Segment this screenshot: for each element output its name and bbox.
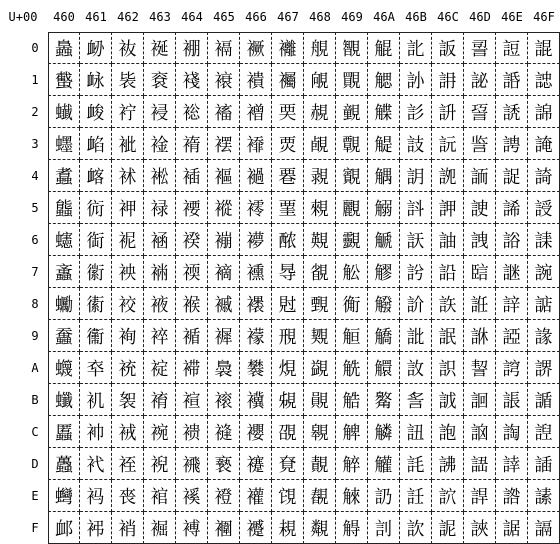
glyph-cell: 䚆 [304, 224, 336, 256]
glyph-cell: 䙢 [240, 96, 272, 128]
glyph-cell: 䙆 [176, 224, 208, 256]
row-header: E [31, 489, 39, 503]
glyph-cell: 䚹 [400, 320, 432, 352]
glyph-cell: 䘤 [112, 160, 144, 192]
glyph-cell: 䘨 [112, 288, 144, 320]
glyph-cell: 䛛 [464, 384, 496, 416]
glyph-cell: 䘼 [144, 416, 176, 448]
glyph-cell: 䛹 [528, 320, 560, 352]
glyph-cell: 䙕 [208, 192, 240, 224]
glyph-cell: 䛀 [432, 32, 464, 64]
glyph-cell: 䚡 [368, 64, 400, 96]
glyph-cell: 䘮 [112, 480, 144, 512]
glyph-cell: 䚄 [304, 160, 336, 192]
glyph-cell: 䘈 [48, 288, 80, 320]
glyph-cell: 䙥 [240, 192, 272, 224]
glyph-cell: 䛔 [464, 160, 496, 192]
glyph-cell: 䚍 [304, 448, 336, 480]
glyph-cell: 䚭 [368, 448, 400, 480]
glyph-cell: 䘿 [144, 512, 176, 544]
glyph-cell: 䚧 [368, 256, 400, 288]
glyph-cell: 䚁 [304, 64, 336, 96]
column-header: 463 [149, 10, 171, 24]
glyph-cell: 䚅 [304, 192, 336, 224]
glyph-cell: 䚦 [368, 224, 400, 256]
column-header: 46B [405, 10, 427, 24]
glyph-cell: 䛴 [528, 160, 560, 192]
row-header: C [31, 425, 39, 439]
glyph-cell: 䘰 [144, 32, 176, 64]
glyph-cell: 䛵 [528, 192, 560, 224]
glyph-cell: 䚣 [368, 128, 400, 160]
glyph-cell: 䘓 [80, 128, 112, 160]
glyph-cell: 䛟 [464, 512, 496, 544]
glyph-cell: 䛨 [496, 288, 528, 320]
glyph-cell: 䛭 [496, 448, 528, 480]
glyph-cell: 䘲 [144, 96, 176, 128]
glyph-cell: 䙵 [272, 192, 304, 224]
glyph-cell: 䚤 [368, 160, 400, 192]
glyph-cell: 䙦 [240, 224, 272, 256]
column-header: 464 [181, 10, 203, 24]
column-header: 46F [533, 10, 555, 24]
glyph-cell: 䘦 [112, 224, 144, 256]
glyph-cell: 䚖 [336, 224, 368, 256]
glyph-cell: 䘭 [112, 448, 144, 480]
glyph-cell: 䛕 [464, 192, 496, 224]
glyph-cell: 䘻 [144, 384, 176, 416]
glyph-cell: 䘴 [144, 160, 176, 192]
glyph-cell: 䙅 [176, 192, 208, 224]
glyph-cell: 䛞 [464, 480, 496, 512]
glyph-cell: 䚾 [400, 480, 432, 512]
glyph-cell: 䚌 [304, 416, 336, 448]
glyph-cell: 䚽 [400, 448, 432, 480]
glyph-cell: 䛙 [464, 320, 496, 352]
glyph-cell: 䘞 [80, 480, 112, 512]
glyph-cell: 䚥 [368, 192, 400, 224]
glyph-cell: 䙪 [240, 352, 272, 384]
glyph-cell: 䛘 [464, 288, 496, 320]
glyph-cell: 䘯 [112, 512, 144, 544]
glyph-cell: 䘢 [112, 96, 144, 128]
glyph-cell: 䘐 [80, 32, 112, 64]
glyph-cell: 䚗 [336, 256, 368, 288]
glyph-cell: 䘆 [48, 224, 80, 256]
glyph-cell: 䚏 [304, 512, 336, 544]
glyph-cell: 䛏 [432, 512, 464, 544]
glyph-cell: 䛈 [432, 288, 464, 320]
glyph-cell: 䙔 [208, 160, 240, 192]
glyph-cell: 䚈 [304, 288, 336, 320]
glyph-cell: 䛊 [432, 352, 464, 384]
glyph-cell: 䙌 [176, 416, 208, 448]
column-header: 467 [277, 10, 299, 24]
row-header: 2 [31, 105, 39, 119]
row-header: F [31, 521, 39, 535]
row-header: B [31, 393, 39, 407]
glyph-cell: 䛿 [528, 512, 560, 544]
glyph-cell: 䙃 [176, 128, 208, 160]
glyph-cell: 䛮 [496, 480, 528, 512]
glyph-cell: 䙼 [272, 416, 304, 448]
glyph-cell: 䙟 [208, 512, 240, 544]
glyph-cell: 䘔 [80, 160, 112, 192]
glyph-cell: 䙝 [208, 448, 240, 480]
column-header: 466 [245, 10, 267, 24]
glyph-cell: 䚑 [336, 64, 368, 96]
glyph-cell: 䙺 [272, 352, 304, 384]
glyph-cell: 䚩 [368, 320, 400, 352]
glyph-cell: 䛍 [432, 448, 464, 480]
glyph-cell: 䘧 [112, 256, 144, 288]
glyph-cell: 䚂 [304, 96, 336, 128]
glyph-cell: 䚱 [400, 64, 432, 96]
glyph-cell: 䙈 [176, 288, 208, 320]
column-header: 461 [85, 10, 107, 24]
glyph-cell: 䙗 [208, 256, 240, 288]
glyph-cell: 䚔 [336, 160, 368, 192]
glyph-cell: 䘚 [80, 352, 112, 384]
glyph-cell: 䛱 [528, 64, 560, 96]
corner-label: U+00 [8, 10, 38, 24]
glyph-cell: 䚴 [400, 160, 432, 192]
glyph-cell: 䚝 [336, 448, 368, 480]
glyph-cell: 䙧 [240, 256, 272, 288]
glyph-cell: 䘛 [80, 384, 112, 416]
glyph-cell: 䛆 [432, 224, 464, 256]
glyph-cell: 䘃 [48, 128, 80, 160]
glyph-cell: 䘜 [80, 416, 112, 448]
row-header: 8 [31, 297, 39, 311]
glyph-cell: 䛚 [464, 352, 496, 384]
glyph-cell: 䙡 [240, 64, 272, 96]
glyph-cell: 䙬 [240, 416, 272, 448]
glyph-cell: 䛜 [464, 416, 496, 448]
glyph-cell: 䙍 [176, 448, 208, 480]
glyph-cell: 䘁 [48, 64, 80, 96]
glyph-cell: 䚪 [368, 352, 400, 384]
row-header: 4 [31, 169, 39, 183]
glyph-cell: 䙻 [272, 384, 304, 416]
glyph-cell: 䘬 [112, 416, 144, 448]
glyph-cell: 䙄 [176, 160, 208, 192]
row-header: 0 [31, 41, 39, 55]
glyph-cell: 䛪 [496, 352, 528, 384]
glyph-cell: 䙱 [272, 64, 304, 96]
glyph-cell: 䘺 [144, 352, 176, 384]
glyph-cell: 䚞 [336, 480, 368, 512]
glyph-cell: 䙂 [176, 96, 208, 128]
glyph-cell: 䚼 [400, 416, 432, 448]
glyph-cell: 䚿 [400, 512, 432, 544]
glyph-cell: 䛬 [496, 416, 528, 448]
column-header: 468 [309, 10, 331, 24]
glyph-cell: 䛳 [528, 128, 560, 160]
glyph-cell: 䘋 [48, 384, 80, 416]
glyph-cell: 䛻 [528, 384, 560, 416]
glyph-cell: 䙮 [240, 480, 272, 512]
glyph-cell: 䘩 [112, 320, 144, 352]
glyph-cell: 䚷 [400, 256, 432, 288]
glyph-cell: 䚎 [304, 480, 336, 512]
glyph-cell: 䛎 [432, 480, 464, 512]
glyph-cell: 䛑 [464, 64, 496, 96]
glyph-cell: 䙾 [272, 480, 304, 512]
glyph-cell: 䛌 [432, 416, 464, 448]
glyph-cell: 䛲 [528, 96, 560, 128]
glyph-cell: 䛃 [432, 128, 464, 160]
glyph-cell: 䘾 [144, 480, 176, 512]
glyph-cell: 䚸 [400, 288, 432, 320]
glyph-cell: 䘒 [80, 96, 112, 128]
glyph-cell: 䛫 [496, 384, 528, 416]
glyph-cell: 䙩 [240, 320, 272, 352]
glyph-cell: 䛥 [496, 192, 528, 224]
glyph-cell: 䘉 [48, 320, 80, 352]
glyph-cell: 䚋 [304, 384, 336, 416]
glyph-cell: 䛂 [432, 96, 464, 128]
glyph-cell: 䙁 [176, 64, 208, 96]
glyph-cell: 䛗 [464, 256, 496, 288]
glyph-cell: 䙑 [208, 64, 240, 96]
glyph-cell: 䘥 [112, 192, 144, 224]
glyph-cell: 䚢 [368, 96, 400, 128]
glyph-cell: 䘗 [80, 256, 112, 288]
glyph-cell: 䙠 [240, 32, 272, 64]
glyph-cell: 䘖 [80, 224, 112, 256]
glyph-cell: 䛝 [464, 448, 496, 480]
glyph-cell: 䘸 [144, 288, 176, 320]
glyph-cell: 䚰 [400, 32, 432, 64]
glyph-cell: 䙉 [176, 320, 208, 352]
glyph-cell: 䛷 [528, 256, 560, 288]
glyph-cell: 䘠 [112, 32, 144, 64]
glyph-cell: 䘅 [48, 192, 80, 224]
glyph-cell: 䛇 [432, 256, 464, 288]
glyph-cell: 䙶 [272, 224, 304, 256]
glyph-cell: 䙲 [272, 96, 304, 128]
glyph-cell: 䛾 [528, 480, 560, 512]
glyph-cell: 䘵 [144, 192, 176, 224]
glyph-cell: 䛺 [528, 352, 560, 384]
glyph-cell: 䙹 [272, 320, 304, 352]
glyph-cell: 䛅 [432, 192, 464, 224]
glyph-cell: 䘍 [48, 448, 80, 480]
glyph-cell: 䚃 [304, 128, 336, 160]
glyph-cell: 䚓 [336, 128, 368, 160]
glyph-cell: 䛠 [496, 32, 528, 64]
glyph-cell: 䚶 [400, 224, 432, 256]
glyph-cell: 䙀 [176, 32, 208, 64]
glyph-cell: 䘫 [112, 384, 144, 416]
glyph-cell: 䙒 [208, 96, 240, 128]
glyph-cell: 䙘 [208, 288, 240, 320]
glyph-cell: 䘪 [112, 352, 144, 384]
glyph-cell: 䚯 [368, 512, 400, 544]
glyph-cell: 䘑 [80, 64, 112, 96]
glyph-cell: 䙫 [240, 384, 272, 416]
row-header: 5 [31, 201, 39, 215]
row-header: 6 [31, 233, 39, 247]
glyph-cell: 䚨 [368, 288, 400, 320]
glyph-cell: 䛩 [496, 320, 528, 352]
glyph-cell: 䙤 [240, 160, 272, 192]
glyph-cell: 䘟 [80, 512, 112, 544]
glyph-cell: 䚵 [400, 192, 432, 224]
row-header: 7 [31, 265, 39, 279]
glyph-cell: 䛼 [528, 416, 560, 448]
row-header: A [31, 361, 39, 375]
glyph-cell: 䙖 [208, 224, 240, 256]
column-header: 465 [213, 10, 235, 24]
glyph-cell: 䛽 [528, 448, 560, 480]
glyph-cell: 䘀 [48, 32, 80, 64]
glyph-cell: 䘇 [48, 256, 80, 288]
glyph-cell: 䙏 [176, 512, 208, 544]
glyph-cell: 䙭 [240, 448, 272, 480]
glyph-cell: 䚺 [400, 352, 432, 384]
glyph-cell: 䙊 [176, 352, 208, 384]
glyph-cell: 䚲 [400, 96, 432, 128]
glyph-cell: 䛦 [496, 224, 528, 256]
glyph-cell: 䘊 [48, 352, 80, 384]
glyph-cell: 䚠 [368, 32, 400, 64]
glyph-cell: 䙸 [272, 288, 304, 320]
glyph-cell: 䚮 [368, 480, 400, 512]
glyph-cell: 䙰 [272, 32, 304, 64]
glyph-cell: 䘹 [144, 320, 176, 352]
glyph-cell: 䚫 [368, 384, 400, 416]
glyph-cell: 䛡 [496, 64, 528, 96]
glyph-cell: 䛯 [496, 512, 528, 544]
glyph-cell: 䛸 [528, 288, 560, 320]
glyph-cell: 䘡 [112, 64, 144, 96]
glyph-cell: 䘌 [48, 416, 80, 448]
glyph-cell: 䛉 [432, 320, 464, 352]
glyph-cell: 䙿 [272, 512, 304, 544]
glyph-cell: 䘎 [48, 480, 80, 512]
glyph-cell: 䘕 [80, 192, 112, 224]
glyph-cell: 䙛 [208, 384, 240, 416]
row-header: 3 [31, 137, 39, 151]
glyph-cell: 䚙 [336, 320, 368, 352]
glyph-cell: 䚟 [336, 512, 368, 544]
glyph-cell: 䛓 [464, 128, 496, 160]
glyph-cell: 䙳 [272, 128, 304, 160]
glyph-cell: 䚳 [400, 128, 432, 160]
glyph-cell: 䙐 [208, 32, 240, 64]
row-header: D [31, 457, 39, 471]
glyph-cell: 䙋 [176, 384, 208, 416]
glyph-cell: 䘄 [48, 160, 80, 192]
glyph-cell: 䚚 [336, 352, 368, 384]
glyph-cell: 䛒 [464, 96, 496, 128]
glyph-cell: 䙓 [208, 128, 240, 160]
glyph-cell: 䛣 [496, 128, 528, 160]
glyph-cell: 䘝 [80, 448, 112, 480]
glyph-cell: 䛁 [432, 64, 464, 96]
glyph-cell: 䚊 [304, 352, 336, 384]
glyph-cell: 䛧 [496, 256, 528, 288]
row-header: 1 [31, 73, 39, 87]
glyph-cell: 䘏 [48, 512, 80, 544]
glyph-cell: 䛖 [464, 224, 496, 256]
glyph-cell: 䚕 [336, 192, 368, 224]
glyph-cell: 䘘 [80, 288, 112, 320]
glyph-cell: 䙷 [272, 256, 304, 288]
column-header: 460 [53, 10, 75, 24]
row-header: 9 [31, 329, 39, 343]
glyph-cell: 䚻 [400, 384, 432, 416]
glyph-cell: 䛰 [528, 32, 560, 64]
glyph-cell: 䛄 [432, 160, 464, 192]
glyph-cell: 䚐 [336, 32, 368, 64]
column-header: 46C [437, 10, 459, 24]
glyph-cell: 䘙 [80, 320, 112, 352]
column-header: 462 [117, 10, 139, 24]
column-header: 46A [373, 10, 395, 24]
glyph-cell: 䛤 [496, 160, 528, 192]
glyph-cell: 䚀 [304, 32, 336, 64]
glyph-cell: 䚬 [368, 416, 400, 448]
column-header: 46D [469, 10, 491, 24]
glyph-cell: 䘳 [144, 128, 176, 160]
glyph-cell: 䙣 [240, 128, 272, 160]
glyph-cell: 䙨 [240, 288, 272, 320]
glyph-cell: 䙽 [272, 448, 304, 480]
glyph-cell: 䘶 [144, 224, 176, 256]
glyph-cell: 䚜 [336, 416, 368, 448]
glyph-cell: 䛶 [528, 224, 560, 256]
column-header: 46E [501, 10, 523, 24]
glyph-cell: 䙎 [176, 480, 208, 512]
glyph-cell: 䘽 [144, 448, 176, 480]
glyph-cell: 䘱 [144, 64, 176, 96]
glyph-cell: 䙴 [272, 160, 304, 192]
glyph-cell: 䙚 [208, 352, 240, 384]
glyph-cell: 䘷 [144, 256, 176, 288]
glyph-cell: 䙜 [208, 416, 240, 448]
glyph-cell: 䙞 [208, 480, 240, 512]
glyph-cell: 䙙 [208, 320, 240, 352]
glyph-cell: 䚒 [336, 96, 368, 128]
glyph-cell: 䛋 [432, 384, 464, 416]
glyph-cell: 䘣 [112, 128, 144, 160]
glyph-cell: 䙯 [240, 512, 272, 544]
glyph-cell: 䛢 [496, 96, 528, 128]
glyph-cell: 䛐 [464, 32, 496, 64]
glyph-cell: 䚉 [304, 320, 336, 352]
column-header: 469 [341, 10, 363, 24]
glyph-cell: 䙇 [176, 256, 208, 288]
glyph-cell: 䚘 [336, 288, 368, 320]
glyph-cell: 䚛 [336, 384, 368, 416]
glyph-cell: 䚇 [304, 256, 336, 288]
glyph-cell: 䘂 [48, 96, 80, 128]
